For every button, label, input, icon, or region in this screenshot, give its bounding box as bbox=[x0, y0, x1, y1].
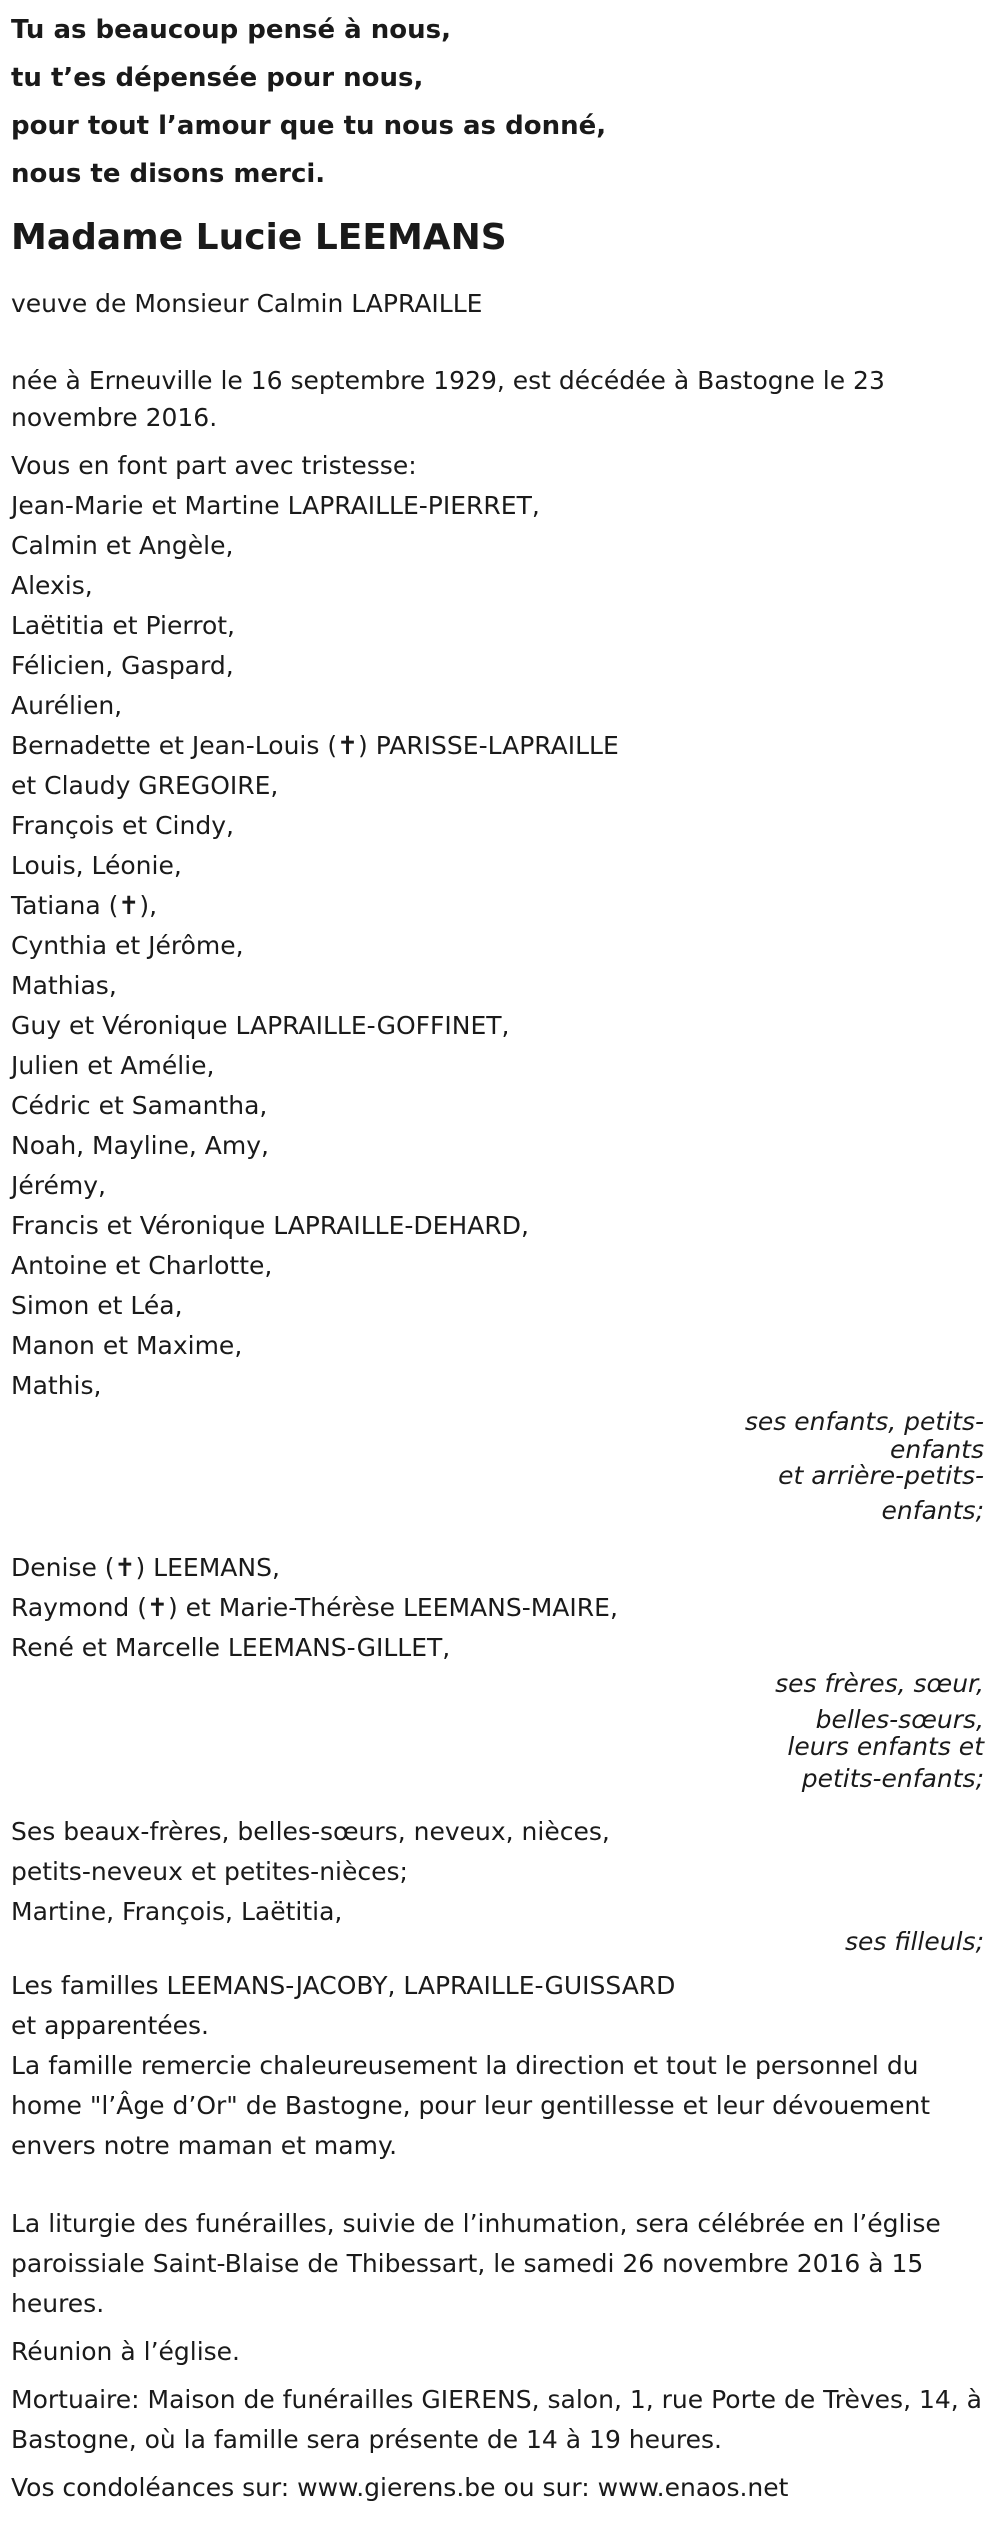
poem-line: pour tout l’amour que tu nous as donné, bbox=[11, 111, 607, 141]
label-line: ses frères, sœur, bbox=[775, 1669, 984, 1698]
list-item: Alexis, bbox=[11, 571, 93, 600]
poem-line: tu t’es dépensée pour nous, bbox=[11, 63, 424, 93]
list-item: Bernadette et Jean-Louis (✝) PARISSE-LAPRAILLE bbox=[11, 731, 619, 760]
list-item: Guy et Véronique LAPRAILLE-GOFFINET, bbox=[11, 1011, 510, 1040]
list-item: Louis, Léonie, bbox=[11, 851, 182, 880]
list-item: François et Cindy, bbox=[11, 811, 234, 840]
list-item: Mathis, bbox=[11, 1371, 102, 1400]
children-label bbox=[0, 1406, 1000, 1532]
list-item: Aurélien, bbox=[11, 691, 123, 720]
birth-death-line: née à Erneuville le 16 septembre 1929, est décédée à Bastogne le 23 novembre 2016. bbox=[11, 366, 885, 432]
families bbox=[11, 1966, 1000, 2046]
label-line: enfants bbox=[889, 1435, 984, 1464]
thanks-paragraph: La famille remercie chaleureusement la direction et tout le personnel du home "l’Âge d’Or" de Bastogne, pour leur gentillesse et leur dévouement envers notre maman et mamy. bbox=[11, 2051, 931, 2160]
list-item: Manon et Maxime, bbox=[11, 1331, 243, 1360]
list-item: petits-neveux et petites-nièces; bbox=[11, 1857, 408, 1886]
list-item: Tatiana (✝), bbox=[11, 891, 158, 920]
list-item: Laëtitia et Pierrot, bbox=[11, 611, 235, 640]
inlaws-list bbox=[11, 1812, 1000, 1932]
poem bbox=[11, 6, 1000, 198]
liturgy-paragraph: La liturgie des funérailles, suivie de l’inhumation, sera célébrée en l’église paroissiale Saint-Blaise de Thibessart, le samedi 26 novembre 2016 à 15 heures. bbox=[11, 2209, 941, 2318]
list-item: Francis et Véronique LAPRAILLE-DEHARD, bbox=[11, 1211, 529, 1240]
list-item: Martine, François, Laëtitia, bbox=[11, 1897, 343, 1926]
intro-line: Vous en font part avec tristesse: bbox=[11, 451, 417, 480]
widow-line: veuve de Monsieur Calmin LAPRAILLE bbox=[11, 289, 483, 318]
list-item: Jérémy, bbox=[11, 1171, 106, 1200]
list-item: Antoine et Charlotte, bbox=[11, 1251, 273, 1280]
list-item: Félicien, Gaspard, bbox=[11, 651, 234, 680]
list-item: Les familles LEEMANS-JACOBY, LAPRAILLE-GUISSARD bbox=[11, 1971, 676, 2000]
list-item: Noah, Mayline, Amy, bbox=[11, 1131, 269, 1160]
label-line: leurs enfants et bbox=[787, 1732, 984, 1761]
siblings-list bbox=[11, 1548, 1000, 1668]
label-line: belles-sœurs, bbox=[815, 1705, 984, 1734]
mortuary-paragraph: Mortuaire: Maison de funérailles GIERENS, salon, 1, rue Porte de Trèves, 14, à Bastogne, où la famille sera présente de 14 à 19 heures. bbox=[11, 2385, 982, 2454]
label-line: petits-enfants; bbox=[801, 1764, 984, 1793]
label-line: ses enfants, petits- bbox=[744, 1407, 984, 1436]
label-line: enfants; bbox=[881, 1496, 984, 1525]
list-item: Simon et Léa, bbox=[11, 1291, 183, 1320]
label-line: ses filleuls; bbox=[844, 1927, 984, 1956]
list-item: Raymond (✝) et Marie-Thérèse LEEMANS-MAIRE, bbox=[11, 1593, 618, 1622]
list-item: Denise (✝) LEEMANS, bbox=[11, 1553, 280, 1582]
label-line: et arrière-petits- bbox=[778, 1461, 984, 1490]
list-item: Ses beaux-frères, belles-sœurs, neveux, nièces, bbox=[11, 1817, 610, 1846]
obituary-notice bbox=[0, 6, 1000, 2508]
list-item: Mathias, bbox=[11, 971, 117, 1000]
children-list bbox=[11, 486, 1000, 1406]
poem-line: nous te disons merci. bbox=[11, 159, 326, 189]
poem-line: Tu as beaucoup pensé à nous, bbox=[11, 15, 452, 45]
list-item: et Claudy GREGOIRE, bbox=[11, 771, 279, 800]
list-item: Calmin et Angèle, bbox=[11, 531, 234, 560]
deceased-name: Madame Lucie LEEMANS bbox=[11, 217, 507, 258]
siblings-label bbox=[0, 1664, 1000, 1800]
list-item: Cynthia et Jérôme, bbox=[11, 931, 244, 960]
condolences-line: Vos condoléances sur: www.gierens.be ou sur: www.enaos.net bbox=[11, 2473, 789, 2502]
list-item: et apparentées. bbox=[11, 2011, 209, 2040]
list-item: Cédric et Samantha, bbox=[11, 1091, 268, 1120]
list-item: René et Marcelle LEEMANS-GILLET, bbox=[11, 1633, 451, 1662]
list-item: Jean-Marie et Martine LAPRAILLE-PIERRET, bbox=[11, 491, 540, 520]
list-item: Julien et Amélie, bbox=[11, 1051, 215, 1080]
meeting-line: Réunion à l’église. bbox=[11, 2337, 241, 2366]
